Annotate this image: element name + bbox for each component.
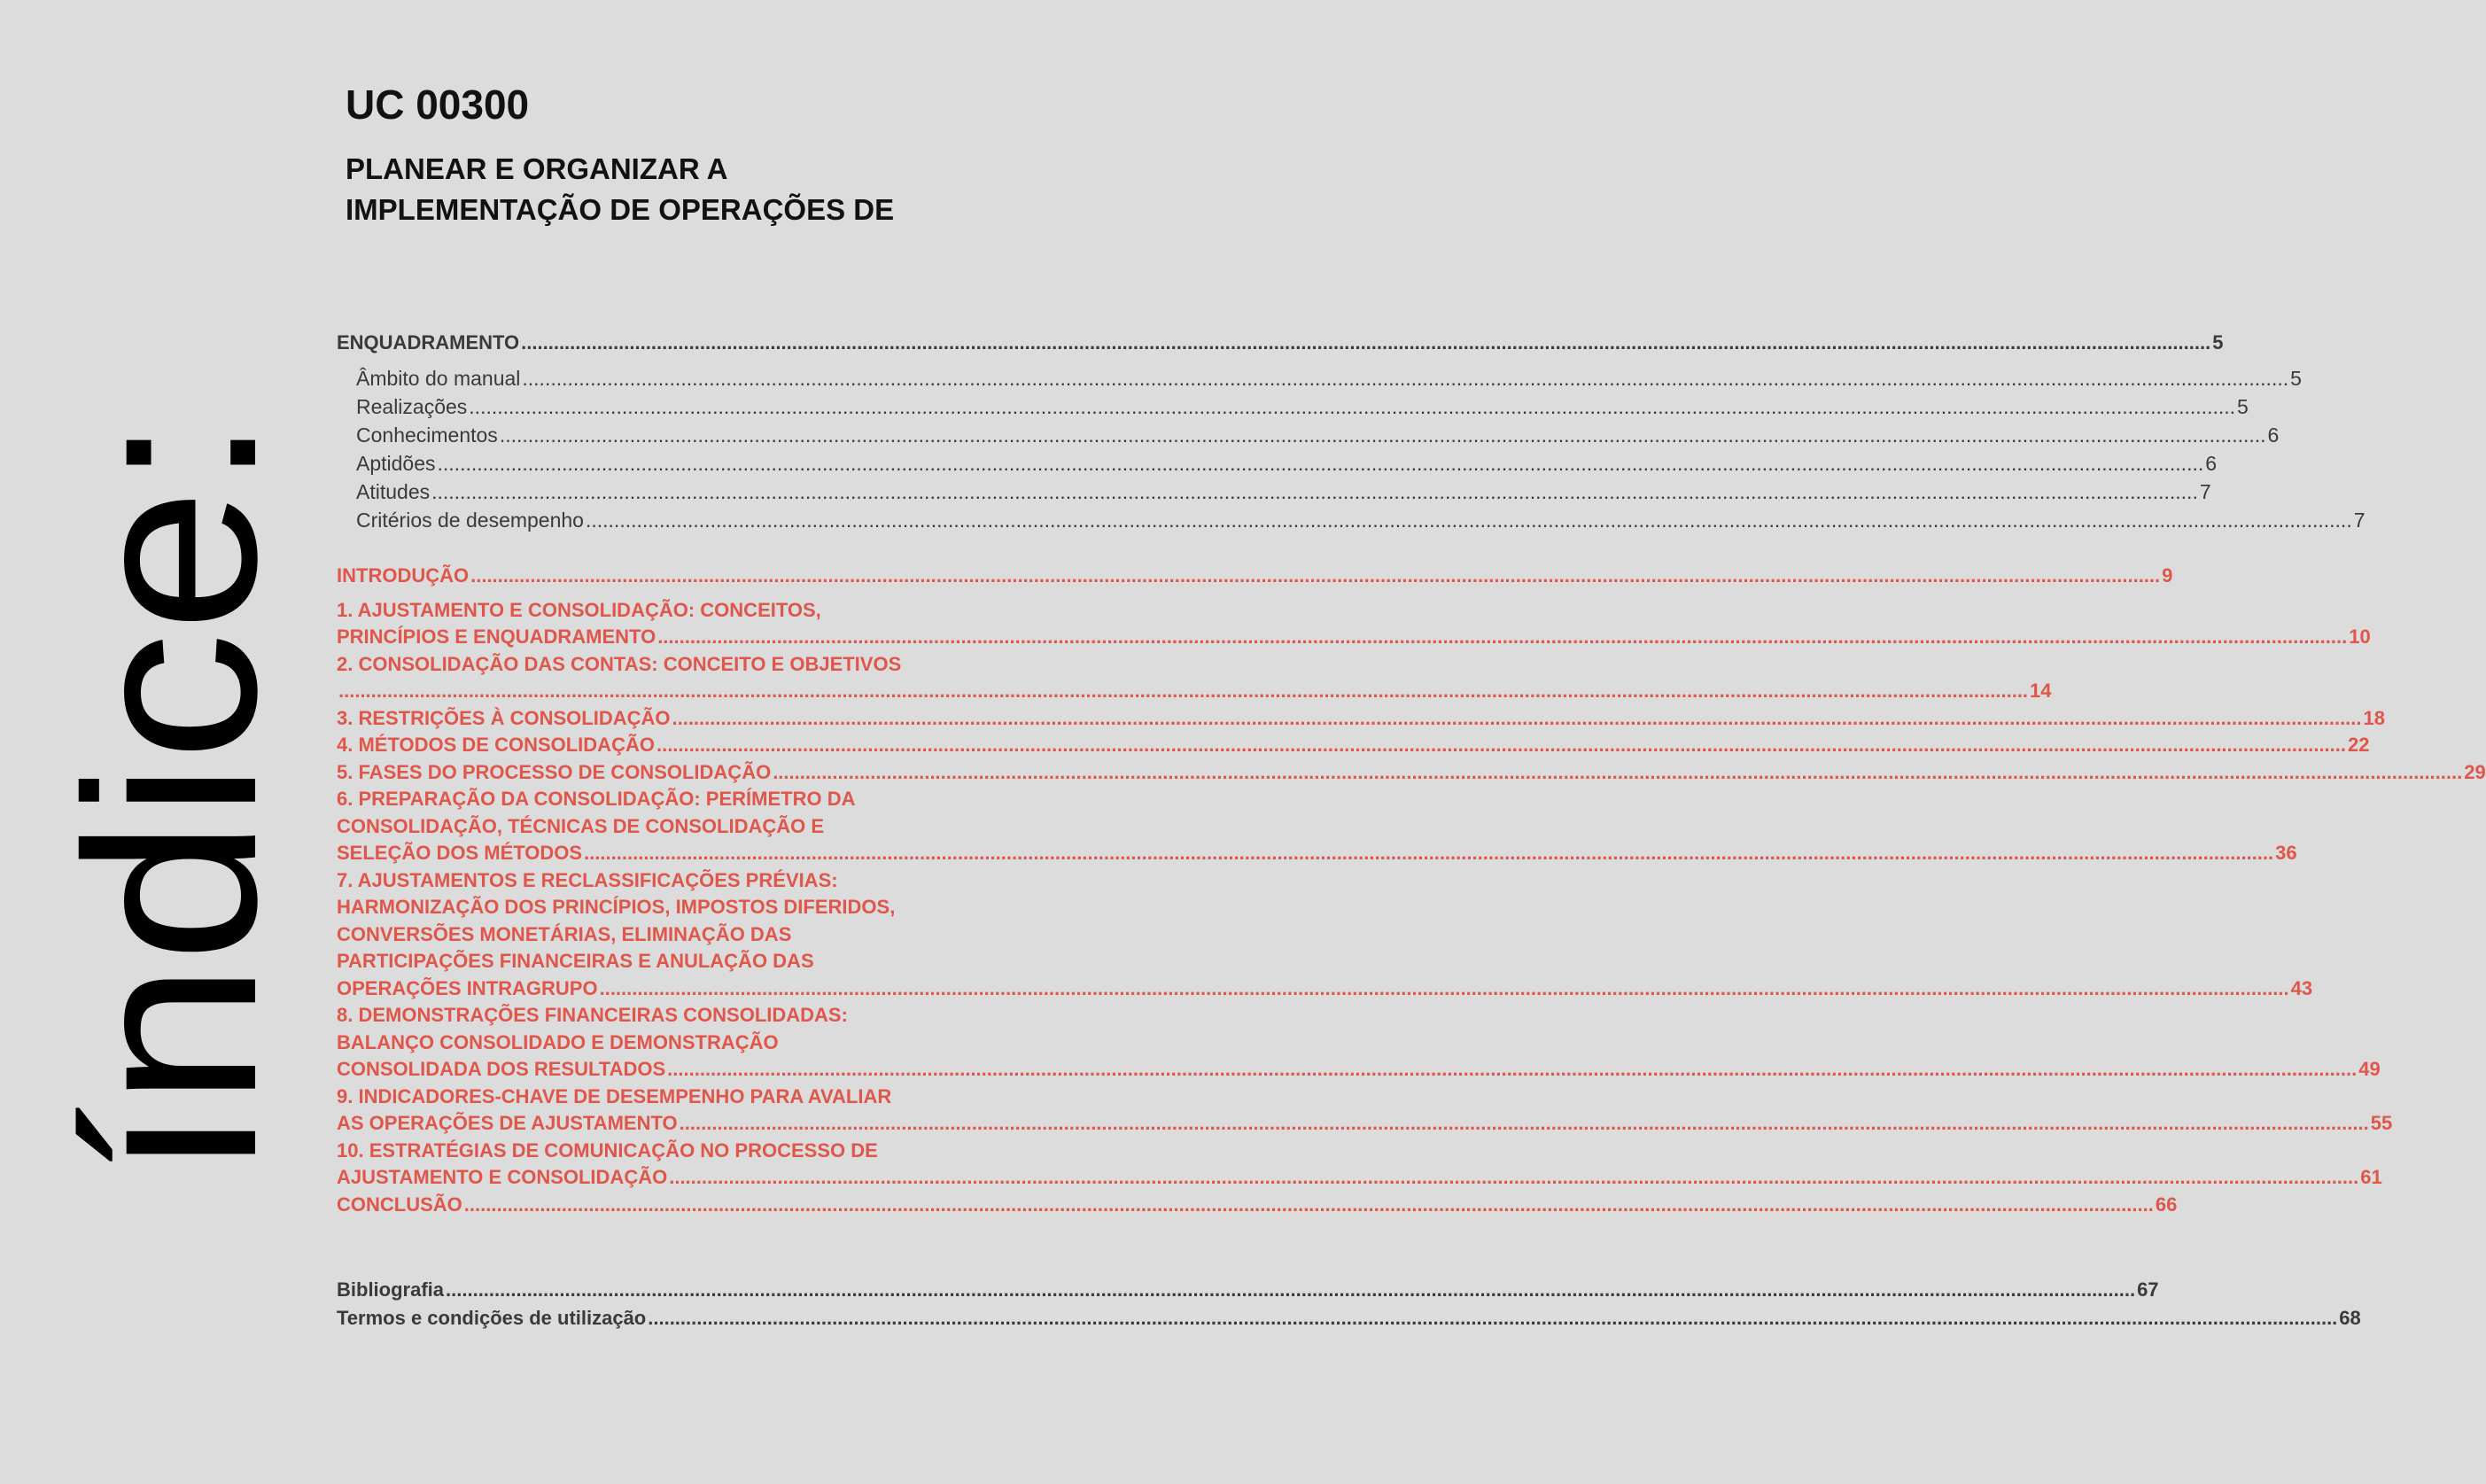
toc-page: 61: [2360, 1166, 2382, 1188]
toc-leader: [446, 1276, 2135, 1304]
toc-chapter-line: PARTICIPAÇÕES FINANCEIRAS E ANULAÇÃO DAS: [337, 950, 814, 972]
toc-label: ENQUADRAMENTO: [337, 331, 520, 354]
toc-label: 3. RESTRIÇÕES À CONSOLIDAÇÃO: [337, 706, 671, 729]
toc-chapter-line: 9. INDICADORES-CHAVE DE DESEMPENHO PARA AVALIAR: [337, 1084, 892, 1107]
toc-label: 5. FASES DO PROCESSO DE CONSOLIDAÇÃO: [337, 760, 772, 783]
toc-leader: [657, 624, 2347, 651]
toc-page: 5: [2237, 395, 2249, 418]
toc-label: INTRODUÇÃO: [337, 564, 470, 587]
uc-code: UC 00300: [346, 82, 530, 128]
toc-label: 4. MÉTODOS DE CONSOLIDAÇÃO: [337, 734, 655, 756]
toc-leader: [500, 421, 2266, 449]
toc-chapter-entry[interactable]: [337, 1138, 2382, 1192]
toc-chapter-line: BALANÇO CONSOLIDADO E DEMONSTRAÇÃO: [337, 1030, 779, 1053]
index-heading-text: índice:: [35, 460, 307, 1178]
toc-page: 36: [2275, 842, 2297, 864]
toc-chapter-entry[interactable]: [337, 651, 2052, 705]
toc-chapter-line: 6. PREPARAÇÃO DA CONSOLIDAÇÃO: PERÍMETRO DA: [337, 788, 856, 810]
toc-page: 29: [2464, 760, 2486, 783]
toc-page: 22: [2348, 734, 2370, 756]
toc-chapter-entry[interactable]: [337, 563, 2173, 590]
toc-page: 66: [2155, 1193, 2178, 1216]
toc-subentry[interactable]: [337, 392, 2249, 421]
toc-leader: [464, 1192, 2154, 1219]
toc-chapter-entry[interactable]: [337, 867, 2313, 1003]
toc-leader: [600, 975, 2289, 1003]
toc-page: 5: [2290, 367, 2302, 390]
toc-chapter-line: CONSOLIDAÇÃO, TÉCNICAS DE CONSOLIDAÇÃO E: [337, 814, 825, 837]
toc-chapter-row: [337, 563, 2173, 590]
toc-chapter-row: [337, 1164, 2382, 1192]
toc-leader: [669, 1164, 2358, 1192]
toc-leader: [773, 759, 2462, 787]
toc-label: Aptidões: [356, 452, 436, 475]
toc-chapter-entry[interactable]: [337, 705, 2386, 733]
toc-chapter-entry[interactable]: [337, 786, 2297, 867]
toc-page: 7: [2199, 480, 2211, 503]
toc-chapter-entry[interactable]: [337, 597, 2371, 651]
toc-chapter-row: [337, 705, 2386, 733]
toc-label: Bibliografia: [337, 1278, 445, 1301]
toc-leader: [431, 478, 2198, 506]
toc-leader: [338, 678, 2028, 705]
header: [346, 80, 1001, 230]
toc-leader: [470, 563, 2160, 590]
toc-page: 14: [2030, 680, 2052, 702]
toc-leader: [469, 392, 2235, 421]
toc-label: Termos e condições de utilização: [337, 1307, 647, 1329]
toc-leader: [667, 1056, 2357, 1084]
toc-page: 49: [2358, 1058, 2381, 1080]
toc-leader: [521, 329, 2210, 357]
toc-subentry[interactable]: [337, 364, 2302, 392]
toc-page: 18: [2363, 706, 2386, 729]
toc-leader: [656, 732, 2346, 759]
toc-leader: [438, 449, 2204, 478]
toc-chapter-row: [337, 1192, 2178, 1219]
toc-leader: [586, 506, 2352, 534]
toc-page: 6: [2205, 452, 2218, 475]
toc-leader: [584, 840, 2273, 867]
toc-page: 5: [2212, 331, 2224, 354]
toc-framework: [337, 329, 2366, 534]
toc-subentry[interactable]: [337, 506, 2366, 534]
toc-label: OPERAÇÕES INTRAGRUPO: [337, 976, 598, 999]
toc-label: Realizações: [356, 395, 468, 418]
toc-chapter-entry[interactable]: [337, 1002, 2381, 1084]
toc-label: Âmbito do manual: [356, 367, 521, 390]
toc-subentry[interactable]: [337, 449, 2218, 478]
toc-label: AS OPERAÇÕES DE AJUSTAMENTO: [337, 1112, 678, 1134]
toc-leader: [680, 1110, 2369, 1138]
toc-chapter-line: HARMONIZAÇÃO DOS PRINCÍPIOS, IMPOSTOS DIFERIDOS,: [337, 896, 896, 918]
toc-chapters: [337, 563, 2486, 1218]
uc-title-line2: IMPLEMENTAÇÃO DE OPERAÇÕES DE: [346, 193, 895, 226]
toc-page: 10: [2349, 625, 2371, 648]
toc-label: CONSOLIDADA DOS RESULTADOS: [337, 1058, 666, 1080]
toc-chapter-entry[interactable]: [337, 1192, 2178, 1219]
toc-subentry[interactable]: [337, 478, 2211, 506]
toc-label: PRINCÍPIOS E ENQUADRAMENTO: [337, 625, 656, 648]
toc-chapter-line: 7. AJUSTAMENTOS E RECLASSIFICAÇÕES PRÉVIAS:: [337, 868, 838, 891]
toc-chapter-row: [337, 732, 2370, 759]
toc-chapter-line: CONVERSÕES MONETÁRIAS, ELIMINAÇÃO DAS: [337, 922, 792, 945]
toc-chapter-line: 1. AJUSTAMENTO E CONSOLIDAÇÃO: CONCEITOS,: [337, 598, 821, 621]
toc-page: 43: [2290, 976, 2313, 999]
toc-backmatter: [337, 1276, 2361, 1332]
toc-entry-termos[interactable]: [337, 1304, 2361, 1332]
toc-page: 7: [2353, 509, 2366, 532]
toc-label: AJUSTAMENTO E CONSOLIDAÇÃO: [337, 1166, 668, 1188]
uc-title-line1: PLANEAR E ORGANIZAR A: [346, 152, 728, 185]
toc-chapter-row: [337, 1056, 2381, 1084]
toc-chapter-entry[interactable]: [337, 759, 2486, 787]
toc-label: Conhecimentos: [356, 423, 498, 447]
toc-chapter-line: 2. CONSOLIDAÇÃO DAS CONTAS: CONCEITO E OBJETIVOS: [337, 652, 902, 675]
toc-chapter-entry[interactable]: [337, 732, 2370, 759]
toc-chapter-row: [337, 678, 2052, 705]
toc-page: 6: [2267, 423, 2280, 447]
toc-page: 55: [2370, 1112, 2393, 1134]
toc-leader: [648, 1304, 2337, 1332]
toc-chapter-entry[interactable]: [337, 1084, 2393, 1138]
toc-label: Atitudes: [356, 480, 431, 503]
toc-subentry[interactable]: [337, 421, 2280, 449]
toc-entry-enquadramento[interactable]: [337, 329, 2224, 357]
toc-chapter-line: 8. DEMONSTRAÇÕES FINANCEIRAS CONSOLIDADAS:: [337, 1004, 848, 1026]
toc-chapter-row: [337, 840, 2297, 867]
toc-leader: [522, 364, 2288, 392]
toc-leader: [672, 705, 2361, 733]
toc-label: SELEÇÃO DOS MÉTODOS: [337, 842, 583, 864]
toc-chapter-line: 10. ESTRATÉGIAS DE COMUNICAÇÃO NO PROCESSO DE: [337, 1138, 878, 1162]
toc-label: Critérios de desempenho: [356, 509, 584, 532]
index-heading: [18, 399, 307, 1196]
toc-page: 9: [2162, 564, 2173, 587]
toc-label: CONCLUSÃO: [337, 1193, 462, 1216]
toc-page: 67: [2137, 1278, 2159, 1301]
toc-chapter-row: [337, 624, 2371, 651]
toc-entry-bibliografia[interactable]: [337, 1276, 2159, 1304]
toc-chapter-row: [337, 975, 2313, 1003]
toc-chapter-row: [337, 759, 2486, 787]
toc-page: 68: [2339, 1307, 2361, 1329]
toc-chapter-row: [337, 1110, 2393, 1138]
